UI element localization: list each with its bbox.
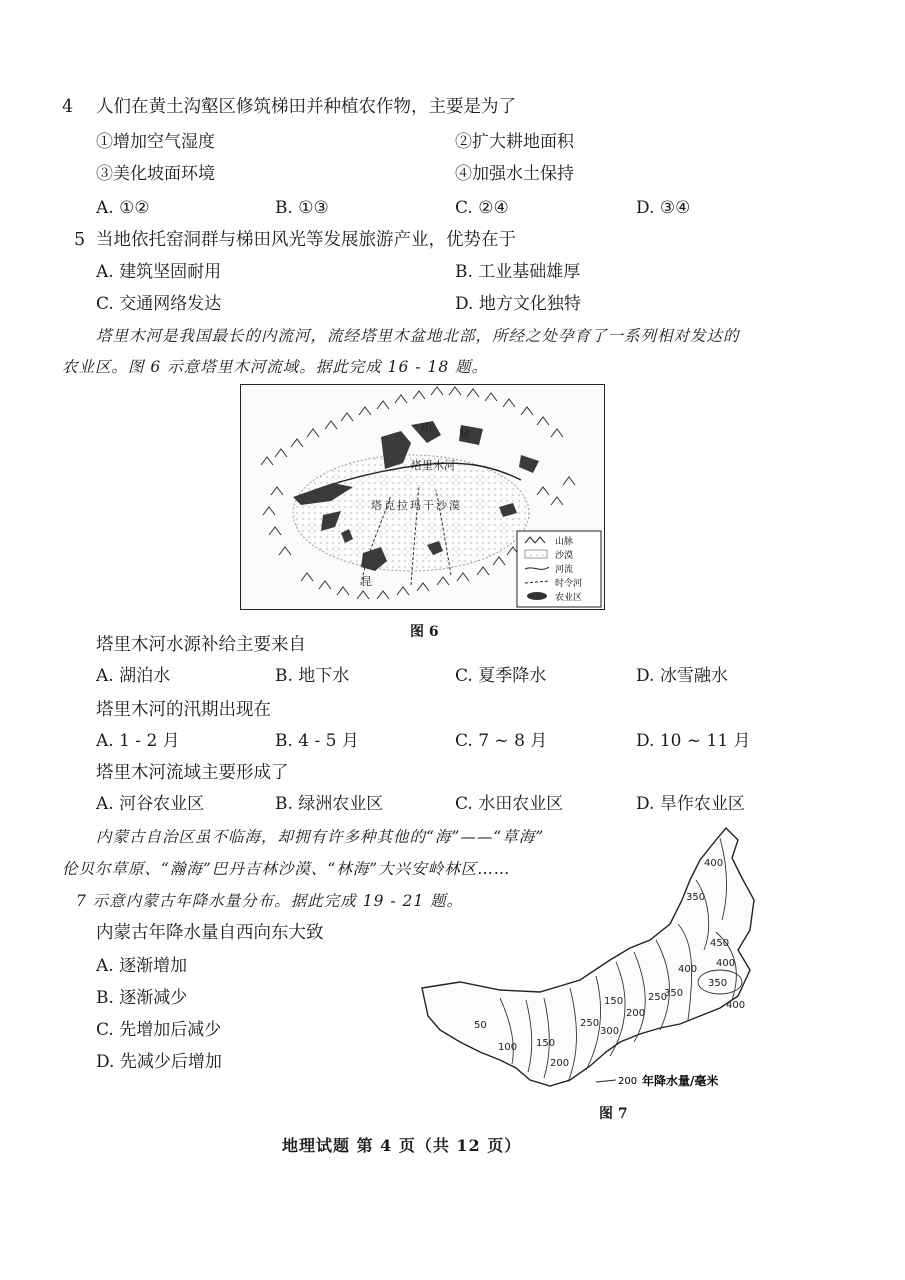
label-mountain-1: 山 bbox=[421, 421, 432, 434]
figure6-svg bbox=[241, 385, 604, 609]
q16-option-c[interactable]: C. 夏季降水 bbox=[455, 666, 547, 686]
q16-option-b[interactable]: B. 地下水 bbox=[275, 666, 350, 686]
q18-option-d[interactable]: D. 旱作农业区 bbox=[636, 794, 745, 814]
q17-stem: 塔里木河的汛期出现在 bbox=[96, 700, 271, 720]
figure7-legend bbox=[596, 1073, 718, 1088]
label-mountain-2: 脉 bbox=[459, 427, 470, 440]
passage2-line1: 内蒙古自治区虽不临海，却拥有许多种其他的“海”——“草海” bbox=[96, 828, 545, 846]
page-footer: 地理试题 第 4 页（共 12 页） bbox=[282, 1136, 522, 1155]
desert-area bbox=[293, 455, 529, 571]
isoline-label: 400 bbox=[678, 964, 698, 975]
isoline-label: 400 bbox=[704, 858, 724, 869]
q18-option-b[interactable]: B. 绿洲农业区 bbox=[275, 794, 384, 814]
label-kunlun: 昆 bbox=[361, 575, 372, 588]
isoline-label: 400 bbox=[726, 1000, 746, 1011]
isoline-label: 50 bbox=[474, 1020, 487, 1031]
q14-item-4: ④加强水土保持 bbox=[455, 164, 574, 184]
q19-option-c[interactable]: C. 先增加后减少 bbox=[96, 1020, 222, 1040]
figure7-map bbox=[420, 820, 760, 1110]
q18-option-c[interactable]: C. 水田农业区 bbox=[455, 794, 564, 814]
q19-option-d[interactable]: D. 先减少后增加 bbox=[96, 1052, 222, 1072]
legend-agricultural: 农业区 bbox=[555, 593, 583, 603]
q14-option-d[interactable]: D. ③④ bbox=[636, 198, 691, 218]
figure6-map bbox=[240, 384, 605, 610]
q19-option-a[interactable]: A. 逐渐增加 bbox=[96, 956, 188, 976]
isoline-label: 100 bbox=[498, 1042, 518, 1053]
passage1-line2: 农业区。图 6 示意塔里木河流域。据此完成 16 - 18 题。 bbox=[62, 358, 489, 376]
legend-isoline-label: 年降水量/毫米 bbox=[642, 1074, 719, 1088]
q14-option-a[interactable]: A. ①② bbox=[96, 198, 150, 218]
q19-stem: 内蒙古年降水量自西向东大致 bbox=[96, 923, 324, 943]
isoline-label: 200 bbox=[626, 1008, 646, 1019]
isoline-label: 350 bbox=[664, 988, 684, 999]
q15-option-c[interactable]: C. 交通网络发达 bbox=[96, 294, 222, 314]
isoline-label: 300 bbox=[600, 1026, 620, 1037]
figure7-caption: 图 7 bbox=[599, 1106, 628, 1122]
legend-desert: 沙漠 bbox=[555, 551, 574, 561]
legend-seasonal-river: 时令河 bbox=[555, 579, 583, 589]
q17-option-c[interactable]: C. 7 ~ 8 月 bbox=[455, 731, 548, 751]
q14-item-2: ②扩大耕地面积 bbox=[455, 132, 574, 152]
passage2-line3: 7 示意内蒙古年降水量分布。据此完成 19 - 21 题。 bbox=[76, 892, 464, 910]
q18-stem: 塔里木河流域主要形成了 bbox=[96, 763, 289, 783]
q14-stem: 人们在黄土沟壑区修筑梯田并种植农作物，主要是为了 bbox=[96, 97, 516, 117]
q16-option-d[interactable]: D. 冰雪融水 bbox=[636, 666, 728, 686]
isoline-label: 450 bbox=[710, 938, 730, 949]
q15-number: 5 bbox=[74, 230, 86, 250]
isoline-label: 150 bbox=[536, 1038, 556, 1049]
passage2-line2: 伦贝尔草原、“瀚海”巴丹吉林沙漠、“林海”大兴安岭林区…… bbox=[62, 860, 511, 878]
isoline-label: 150 bbox=[604, 996, 624, 1007]
q14-option-b[interactable]: B. ①③ bbox=[275, 198, 329, 218]
label-tarim-river: 塔里木河 bbox=[411, 459, 455, 472]
q15-option-b[interactable]: B. 工业基础雄厚 bbox=[455, 262, 581, 282]
q17-option-d[interactable]: D. 10 ~ 11 月 bbox=[636, 731, 751, 751]
q16-option-a[interactable]: A. 湖泊水 bbox=[96, 666, 171, 686]
passage1-line1: 塔里木河是我国最长的内流河，流经塔里木盆地北部，所经之处孕育了一系列相对发达的 bbox=[96, 327, 740, 345]
legend-mountain: 山脉 bbox=[555, 537, 574, 547]
legend-isoline-value: 200 bbox=[618, 1076, 638, 1087]
figure6-caption: 图 6 bbox=[410, 624, 439, 640]
q14-number: 4 bbox=[62, 97, 74, 117]
q15-stem: 当地依托窑洞群与梯田风光等发展旅游产业，优势在于 bbox=[96, 230, 516, 250]
isoline-label: 250 bbox=[648, 992, 668, 1003]
figure7-svg bbox=[420, 820, 760, 1110]
legend-river: 河流 bbox=[555, 565, 574, 575]
q17-option-b[interactable]: B. 4 - 5 月 bbox=[275, 731, 359, 751]
isoline-label: 400 bbox=[716, 958, 736, 969]
isoline-label: 250 bbox=[580, 1018, 600, 1029]
figure6-legend bbox=[517, 531, 601, 607]
label-taklamakan: 塔克拉玛干沙漠 bbox=[371, 499, 462, 512]
q16-stem: 塔里木河水源补给主要来自 bbox=[96, 635, 306, 655]
q18-option-a[interactable]: A. 河谷农业区 bbox=[96, 794, 205, 814]
isoline-label: 350 bbox=[708, 978, 728, 989]
q19-option-b[interactable]: B. 逐渐减少 bbox=[96, 988, 188, 1008]
q14-item-1: ①增加空气湿度 bbox=[96, 132, 215, 152]
q17-option-a[interactable]: A. 1 - 2 月 bbox=[96, 731, 180, 751]
q14-option-c[interactable]: C. ②④ bbox=[455, 198, 509, 218]
q14-item-3: ③美化坡面环境 bbox=[96, 164, 215, 184]
isoline-label: 200 bbox=[550, 1058, 570, 1069]
isoline-label: 350 bbox=[686, 892, 706, 903]
q15-option-d[interactable]: D. 地方文化独特 bbox=[455, 294, 581, 314]
q15-option-a[interactable]: A. 建筑坚固耐用 bbox=[96, 262, 222, 282]
